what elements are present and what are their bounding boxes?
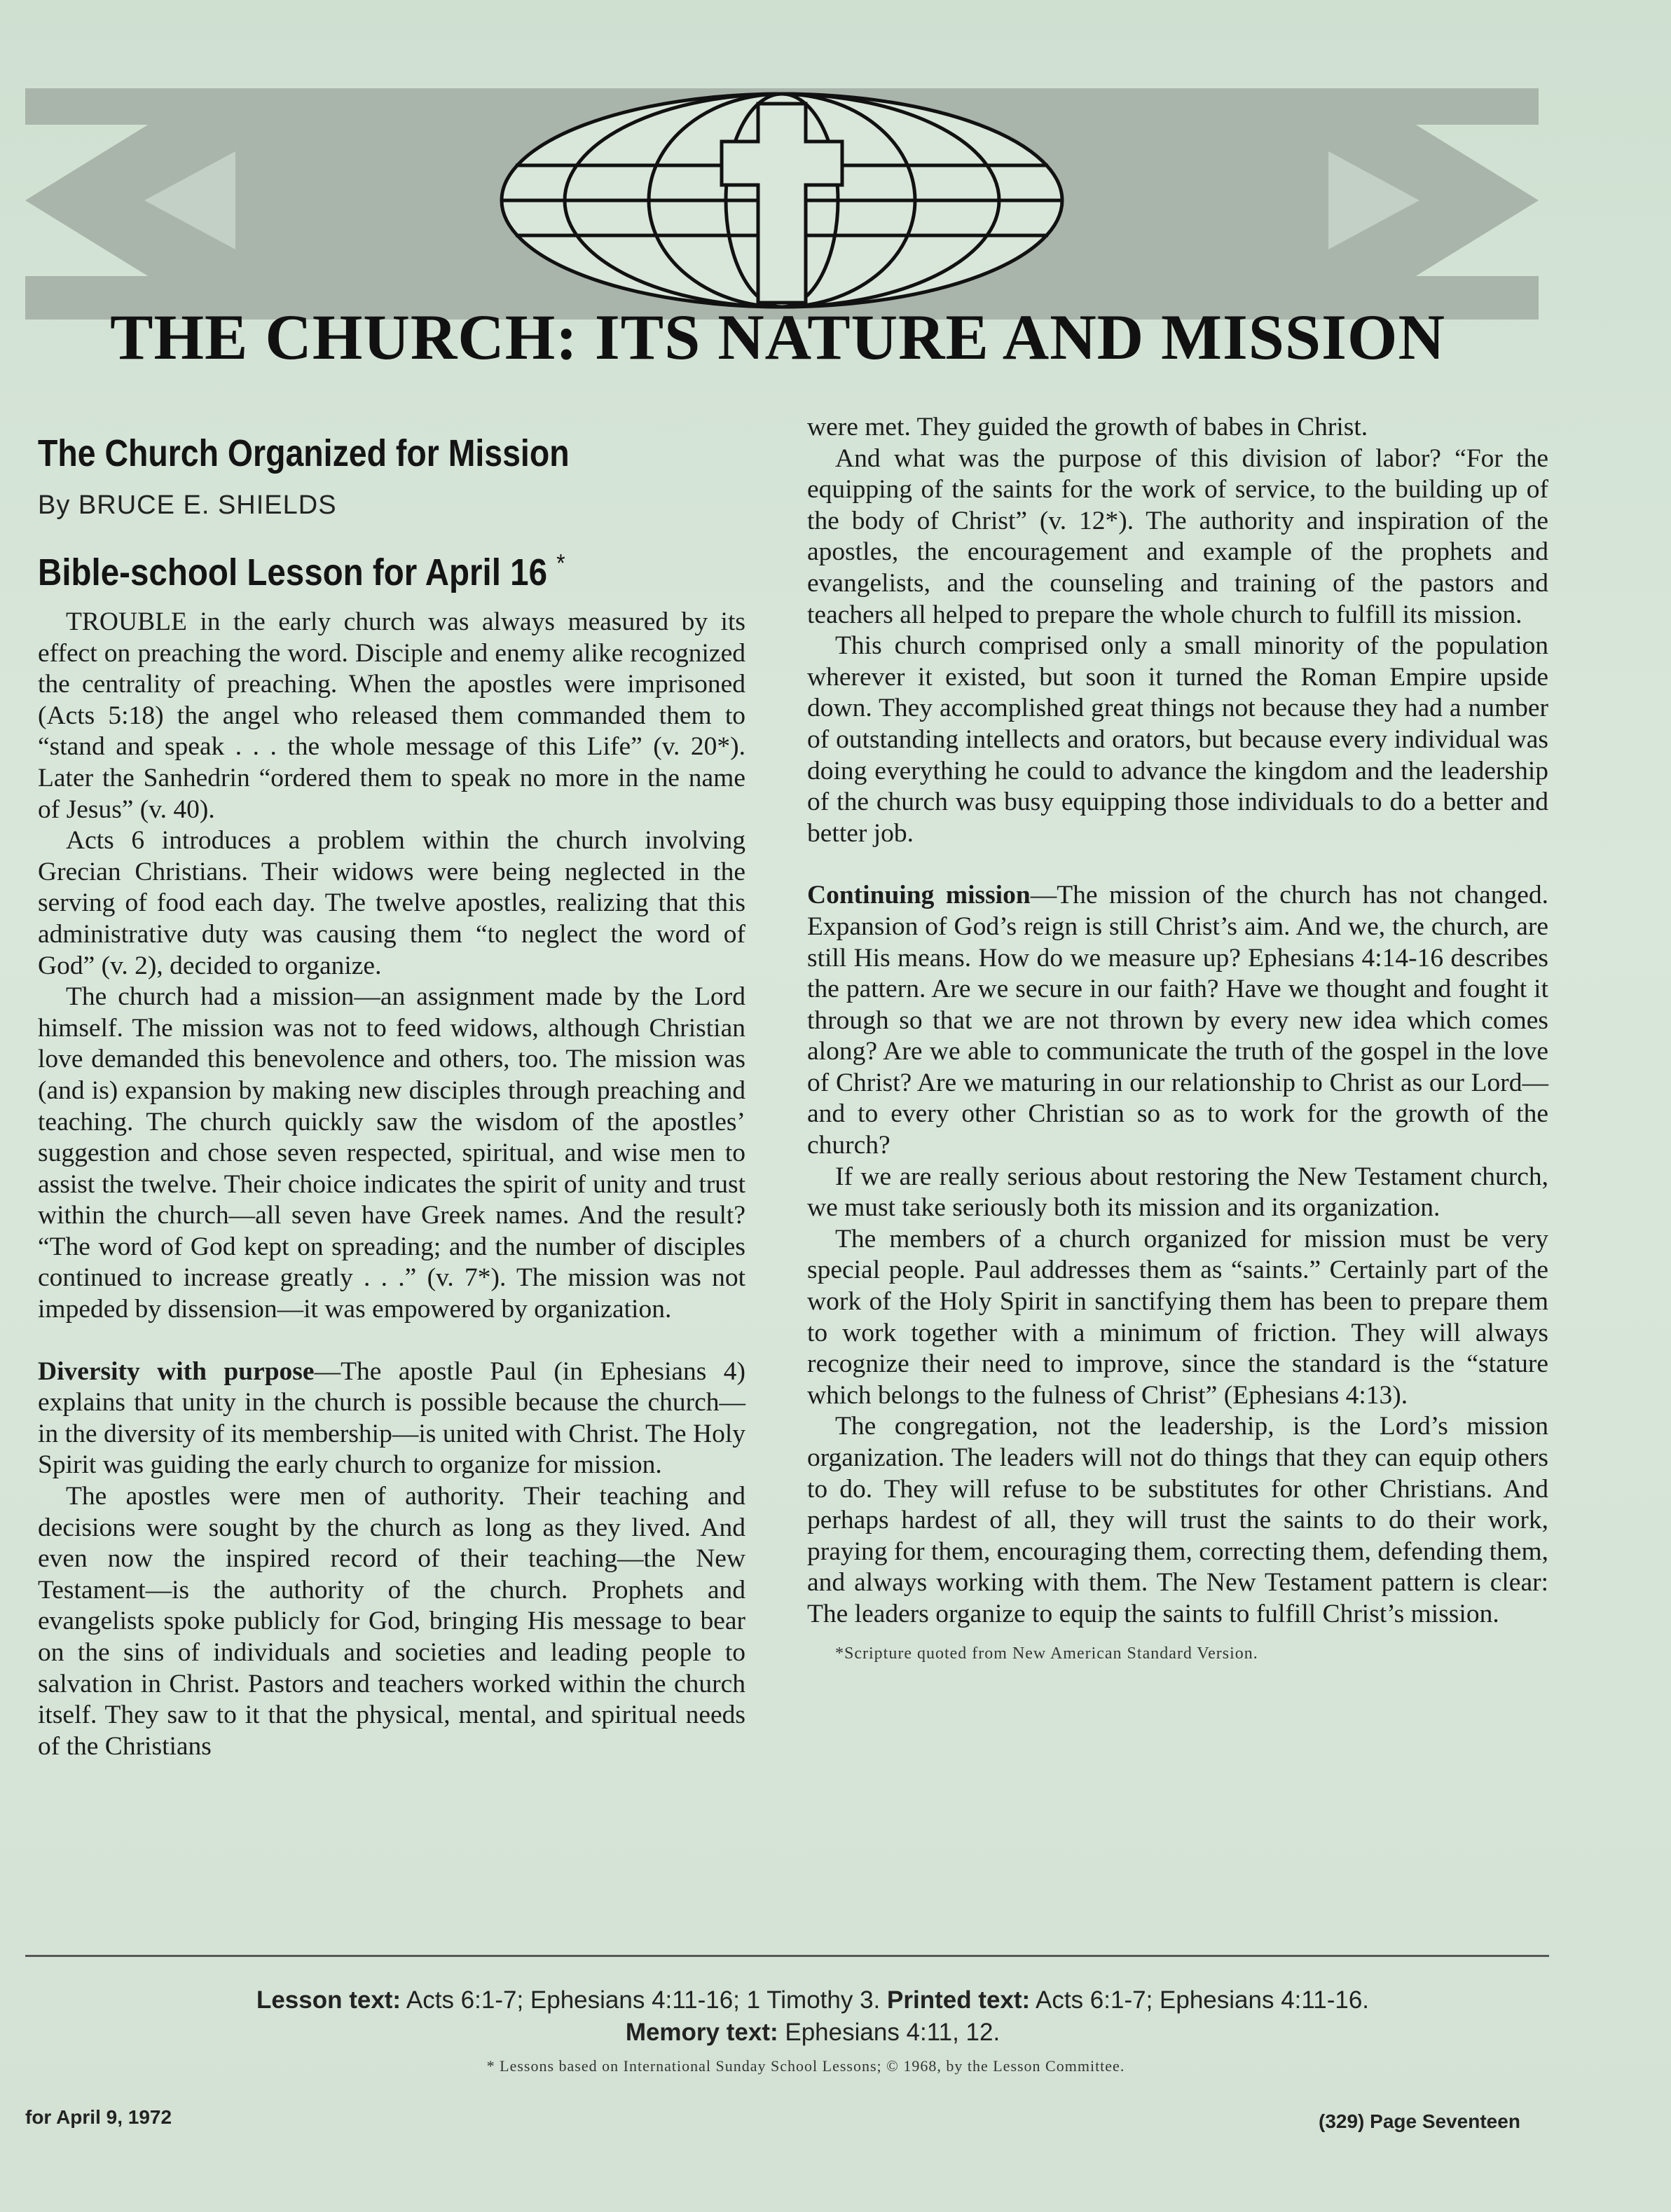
page-number: (329) Page Seventeen [1319,2110,1520,2132]
section-lead-continuing: Continuing mission [807,881,1031,910]
lesson-credit: * Lessons based on International Sunday School Lessons; © 1968, by the Lesson Committee. [486,2057,1125,2075]
issue-date: for April 9, 1972 [25,2106,172,2128]
lesson-text-value: Acts 6:1-7; Ephesians 4:11-16; 1 Timothy 3. [406,1986,881,2014]
globe-cross-emblem-icon [502,94,1062,307]
memory-text-label: Memory text: [625,2019,778,2046]
printed-text-value: Acts 6:1-7; Ephesians 4:11-16. [1036,1986,1370,2014]
body-paragraph: The apostles were men of authority. Their teaching and decisions were sought by the church as long as they lived. And even now the inspired record of their teaching—the New Testament—is the authority of the church. Prophets and evangelists spoke publicly for God, bringing His message to bear on the sins of individuals and societies and leading people to salvation in Christ. Pastors and teachers worked within the church itself. They saw to it that the physical, mental, and spiritual needs of the Christians [38,1482,745,1761]
references-line-1 [0,1984,1625,2017]
left-column [38,413,745,1762]
body-paragraph: And what was the purpose of this division of labor? “For the equipping of the saints for the work of service, to the building up of the body of Christ” (v. 12*). The authority and inspiration of the apostles, the encouragement and example of the prophets and evangelists, and the counseling and training of the pastors and teachers all helped to prepare the whole church to fulfill its mission. [807,444,1548,629]
lesson-date-footnote-mark: * [556,549,565,577]
body-paragraph: were met. They guided the growth of babes in Christ. [807,413,1368,441]
body-paragraph: The church had a mission—an assignment made by the Lord himself. The mission was not to feed widows, although Christian love demanded this benevolence and others, too. The mission was (and is) expansion by making new disciples through preaching and teaching. The church quickly saw the wisdom of the apostles’ suggestion and chose seven respected, spiritual, and wise men to assist the twelve. Their choice indicates the spirit of unity and trust within the church—all seven have Greek names. And the result? “The word of God kept on spreading; and the number of disciples continued to increase greatly . . .” (v. 7*). The mission was not impeded by dissension—it was empowered by organization. [38,982,745,1324]
body-paragraph: The congregation, not the leadership, is the Lord’s mission organization. The leaders will not do things that they can equip others to do. They will refuse to be substitutes for other Christians. And perhaps hardest of all, they will trust the saints to do their work, praying for them, encouraging them, correcting them, defending them, and always working with them. The New Testament pattern is clear: The leaders organize to equip the saints to fulfill Christ’s mission. [807,1412,1548,1628]
memory-text-value: Ephesians 4:11, 12. [785,2019,1000,2046]
lesson-references [0,1984,1625,2049]
body-paragraph: Acts 6 introduces a problem within the church involving Grecian Christians. Their widows were being neglected in the serving of food each day. The twelve apostles, realizing that this administrative duty was causing them “to neglect the word of God” (v. 2), decided to organize. [38,826,745,980]
lesson-text-label: Lesson text: [256,1986,401,2014]
lesson-date-heading [38,549,661,594]
printed-text-label: Printed text: [887,1986,1031,2014]
scripture-footnote: *Scripture quoted from New American Standard Version. [835,1644,1258,1663]
page-headline: THE CHURCH: ITS NATURE AND MISSION [110,301,1445,373]
section-paragraph-continuing [807,880,1548,1161]
references-line-2 [0,2017,1625,2049]
body-paragraph: If we are really serious about restoring the New Testament church, we must take seriously both its mission and its organization. [807,1162,1548,1223]
article-byline: By BRUCE E. SHIELDS [38,490,337,520]
section-text: —The apostle Paul (in Ephesians 4) explains that unity in the church is possible because the church—in the diversity of its membership—is united with Christ. The Holy Spirit was guiding the early church to organize for mission. [38,1356,745,1480]
right-column [807,412,1548,1663]
section-lead-diversity: Diversity with purpose [38,1356,315,1386]
section-spacer [38,1326,745,1356]
article-title: The Church Organized for Mission [38,432,570,474]
section-divider [25,1955,1549,1957]
body-paragraph: The members of a church organized for mission must be very special people. Paul addresses them as “saints.” Certainly part of the work of the Holy Spirit in sanctifying them has been to prepare them to work together with a minimum of friction. They will always recognize their need to improve, since the standard is the “stature which belongs to the fulness of Christ” (Ephesians 4:13). [807,1224,1548,1410]
lesson-date-text: Bible-school Lesson for April 16 [38,551,548,593]
section-text: —The mission of the church has not changed. Expansion of God’s reign is still Christ’s aim. And we, the church, are still His means. How do we measure up? Ephesians 4:14-16 describes the pattern. Are we secure in our faith? Have we thought and fought it through so that we are not thrown by every new idea which comes along? Are we able to communicate the truth of the gospel in the love of Christ? Are we maturing in our relationship to Christ as our Lord—and to every other Christian so as to work for the growth of the church? [807,881,1548,1160]
body-paragraph: TROUBLE in the early church was always measured by its effect on preaching the word. Disciple and enemy alike recognized the centrality of preaching. When the apostles were imprisoned (Acts 5:18) the angel who released them commanded them to “stand and speak . . . the whole message of this Life” (v. 20*). Later the Sanhedrin “ordered them to speak no more in the name of Jesus” (v. 40). [38,607,745,824]
body-paragraph: This church comprised only a small minority of the population wherever it existed, but soon it turned the Roman Empire upside down. They accomplished great things not because they had a number of outstanding intellects and orators, but because every individual was doing everything he could to advance the kingdom and the leadership of the church was busy equipping those individuals to do a better and better job. [807,631,1548,848]
section-paragraph-diversity [38,1356,745,1481]
section-spacer [807,849,1548,880]
globe-cross-banner [25,88,1539,320]
